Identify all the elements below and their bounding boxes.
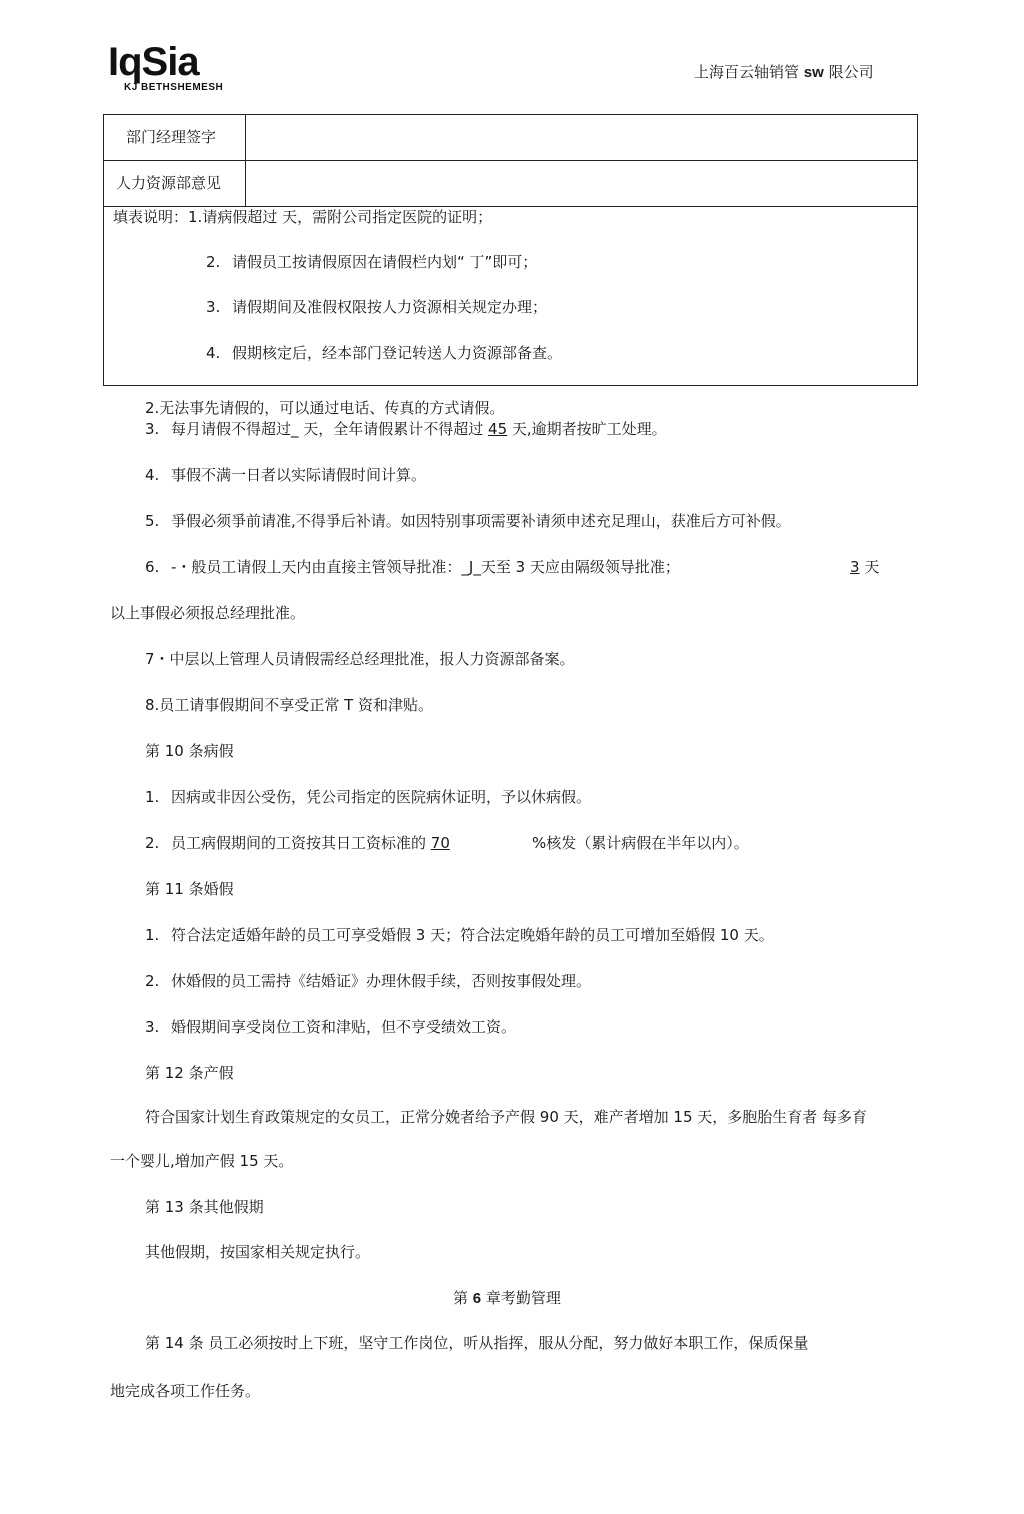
paragraph-6-tail [850, 557, 879, 577]
form-note-3-num: 3. [206, 298, 221, 316]
article-11-item-3-text: 婚假期间享受岗位工资和津贴，但不亨受绩效工资。 [171, 1018, 517, 1036]
article-11-item-3 [145, 1017, 516, 1037]
chapter-6-number: 6 [472, 1290, 482, 1307]
article-10-item-2-underlined: 70 [430, 834, 450, 852]
form-note-4-text: 假期核定后，经本部门登记转送人力资源部备查。 [232, 344, 563, 362]
paragraph-3 [145, 419, 667, 439]
form-note-4 [206, 343, 562, 363]
form-note-2-num: 2. [206, 253, 221, 271]
article-10-heading: 第 10 条病假 [145, 742, 234, 760]
article-10-item-1 [145, 787, 591, 807]
form-note-2-text: 请假员工按请假原因在请假栏内划“ 丁”即可； [232, 253, 538, 271]
company-name-post: 限公司 [828, 63, 874, 81]
hr-opinion-label: 人力资源部意见 [116, 174, 222, 192]
article-11-item-2-num: 2. [145, 972, 160, 990]
article-11-heading: 第 11 条婚假 [145, 880, 234, 898]
article-11-item-1 [145, 925, 774, 945]
paragraph-5 [145, 511, 791, 531]
company-logo: IqSia [108, 40, 199, 84]
article-10-item-1-num: 1. [145, 788, 160, 806]
paragraph-6-continuation: 以上事假必须报总经理批准。 [110, 604, 306, 622]
paragraph-3-text-a: 每月请假不得超过_ 天，全年请假累计不得超过 [171, 420, 489, 438]
manager-signature-label: 部门经理签字 [126, 128, 217, 146]
article-11-item-2-text: 休婚假的员工需持《结婚证》办理休假手续，否则按事假处理。 [171, 972, 592, 990]
form-note-1 [113, 207, 492, 227]
article-13-heading: 第 13 条其他假期 [145, 1198, 264, 1216]
paragraph-5-text: 爭假必须爭前请准,不得爭后补请。如因特别事项需要补请须申述充足理山，获准后方可补假。 [171, 512, 791, 530]
form-note-2 [206, 252, 537, 272]
table-column-divider [245, 115, 246, 206]
form-note-prefix: 填表说明： [113, 208, 189, 226]
paragraph-3-text-b: 天,逾期者按旷工处理。 [507, 420, 667, 438]
paragraph-4-num: 4. [145, 466, 160, 484]
article-11-item-1-num: 1. [145, 926, 160, 944]
paragraph-2: 2.无法事先请假的，可以通过电话、传真的方式请假。 [145, 399, 505, 417]
chapter-6-post: 章考勤管理 [481, 1289, 561, 1307]
article-12-text-line-1: 符合国家计划生育政策规定的女员工，正常分娩者给予产假 90 天，难产者増加 15 天，多胞胎生育者 每多育 [145, 1108, 868, 1126]
article-10-item-1-text: 因病或非因公受伤，凭公司指定的医院病休证明，予以休病假。 [171, 788, 592, 806]
paragraph-3-num: 3. [145, 420, 160, 438]
paragraph-6-underlined: 3 [850, 558, 860, 576]
company-name [694, 62, 874, 83]
article-13-text: 其他假期，按国家相关规定执行。 [145, 1243, 371, 1261]
paragraph-8: 8.员工请事假期间不享受正常 T 资和津贴。 [145, 696, 434, 714]
chapter-6-pre: 第 [453, 1289, 473, 1307]
article-12-heading: 第 12 条产假 [145, 1064, 234, 1082]
chapter-6-heading [453, 1288, 561, 1309]
paragraph-6-num: 6. [145, 558, 160, 576]
article-10-item-2-tail: %核发（累计病假在半年以内）。 [532, 834, 749, 852]
paragraph-3-underlined: 45 [488, 420, 508, 438]
article-14-line-1: 第 14 条 员工必须按时上下班，坚守工作岗位，听从指挥，服从分配，努力做好本职工作，保质保量 [145, 1334, 809, 1352]
leave-form-table [103, 114, 918, 386]
paragraph-7: 7・中层以上管理人员请假需经总经理批准，报人力资源部备案。 [145, 650, 575, 668]
paragraph-6-text-b: 天 [859, 558, 880, 576]
company-name-pre: 上海百云轴销管 [694, 63, 800, 81]
company-name-bold: sw [803, 64, 824, 81]
paragraph-5-num: 5. [145, 512, 160, 530]
paragraph-4-text: 事假不满一日者以实际请假时间计算。 [171, 466, 427, 484]
article-10-item-2-text-a: 员工病假期间的工资按其日工资标准的 [171, 834, 431, 852]
paragraph-6 [145, 557, 680, 577]
article-11-item-1-text: 符合法定适婚年龄的员工可享受婚假 3 天；符合法定晚婚年龄的员工可增加至婚假 10 天。 [171, 926, 774, 944]
article-14-line-2: 地完成各项工作任务。 [110, 1382, 261, 1400]
article-11-item-3-num: 3. [145, 1018, 160, 1036]
article-12-text-line-2: 一个婴儿,増加产假 15 天。 [110, 1152, 294, 1170]
article-10-item-2 [145, 833, 450, 853]
form-note-4-num: 4. [206, 344, 221, 362]
paragraph-4 [145, 465, 426, 485]
paragraph-6-text-a: -・般员工请假丄天内由直接主管领导批准：_J_天至 3 天应由隔级领导批准； [171, 558, 680, 576]
article-10-item-2-num: 2. [145, 834, 160, 852]
form-note-3-text: 请假期间及准假权限按人力资源相关规定办理； [232, 298, 548, 316]
form-note-1-text: 1.请病假超过 天，需附公司指定医院的证明； [188, 208, 493, 226]
article-11-item-2 [145, 971, 591, 991]
table-divider [104, 160, 917, 161]
form-note-3 [206, 297, 547, 317]
company-logo-subtitle: KJ BETHSHEMESH [124, 82, 224, 93]
